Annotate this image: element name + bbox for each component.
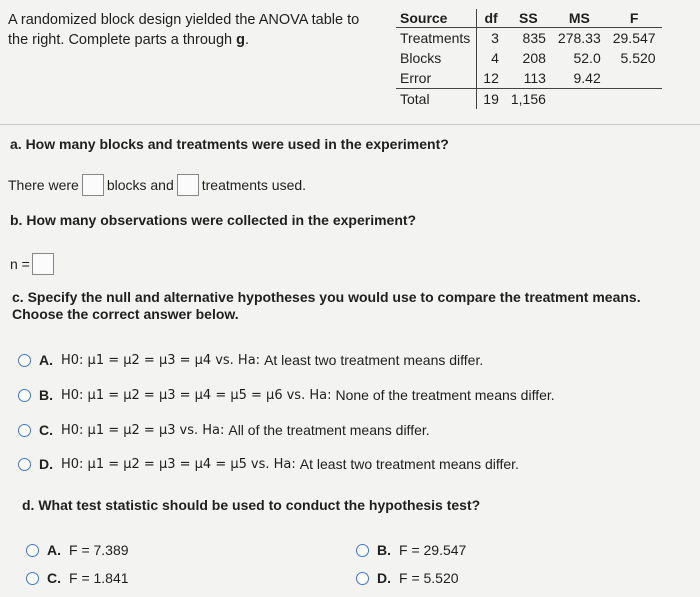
intro-end: .	[244, 32, 249, 48]
radio-button[interactable]	[18, 458, 31, 471]
anova-row-total	[396, 89, 662, 110]
vs-text: vs. Ha:	[179, 422, 225, 438]
intro-text: A randomized block design yielded the ANOVA table to the right. Complete parts a through	[8, 12, 360, 48]
header-ss: SS	[505, 9, 552, 28]
vs-text: vs. Ha:	[215, 352, 261, 368]
answer-a-suffix: treatments used.	[201, 177, 307, 193]
question-b: b. How many observations were collected in the experiment?	[10, 212, 417, 228]
null-hypothesis: H0: μ1 = μ2 = μ3 = μ4 = μ5	[61, 456, 247, 472]
question-d: d. What test statistic should be used to conduct the hypothesis test?	[22, 497, 481, 513]
header-ms: MS	[552, 9, 607, 28]
alt-hypothesis: None of the treatment means differ.	[335, 387, 555, 403]
cell-source: Treatments	[396, 28, 477, 49]
header-df: df	[477, 9, 505, 28]
radio-button[interactable]	[26, 572, 39, 585]
cell-f	[607, 68, 662, 89]
section-divider	[0, 124, 700, 125]
null-hypothesis: H0: μ1 = μ2 = μ3 = μ4 = μ5 = μ6	[61, 387, 283, 403]
answer-a-prefix: There were	[8, 177, 79, 193]
n-label: n =	[10, 256, 30, 272]
n-input[interactable]	[32, 253, 54, 275]
cell-f: 5.520	[620, 50, 656, 66]
answer-a-line	[8, 174, 306, 196]
treatments-input[interactable]	[177, 174, 199, 196]
anova-row	[396, 28, 662, 49]
vs-text: vs. Ha:	[286, 387, 332, 403]
cell-ss: 835	[522, 30, 546, 46]
cell-ms: 52.0	[573, 50, 601, 66]
intro-bold-letter: g	[236, 32, 245, 48]
option-letter: C.	[39, 422, 53, 438]
cell-source: Total	[396, 89, 477, 110]
option-value: F = 7.389	[69, 542, 129, 558]
anova-header-row	[396, 9, 662, 28]
anova-row	[396, 68, 662, 89]
option-value: F = 1.841	[69, 570, 129, 586]
radio-button[interactable]	[18, 424, 31, 437]
radio-button[interactable]	[18, 389, 31, 402]
header-f: F	[607, 9, 662, 28]
option-letter: D.	[39, 456, 53, 472]
cell-df: 19	[477, 89, 505, 110]
cell-ms: 9.42	[573, 70, 601, 86]
question-c: c. Specify the null and alternative hypotheses you would use to compare the treatment means. Choose the correct answer below.	[12, 289, 641, 322]
alt-hypothesis: At least two treatment means differ.	[299, 456, 519, 472]
cell-f: 29.547	[612, 30, 656, 46]
option-letter: D.	[377, 570, 391, 586]
cell-ms	[552, 89, 607, 110]
option-letter: A.	[47, 542, 61, 558]
radio-button[interactable]	[356, 572, 369, 585]
radio-button[interactable]	[18, 354, 31, 367]
cell-source: Blocks	[396, 48, 477, 68]
vs-text: vs. Ha:	[250, 456, 296, 472]
null-hypothesis: H0: μ1 = μ2 = μ3 = μ4	[61, 352, 212, 368]
option-d-d[interactable]	[356, 570, 459, 586]
cell-df: 12	[483, 70, 499, 86]
cell-ss: 208	[522, 50, 546, 66]
option-letter: A.	[39, 352, 53, 368]
option-d-c[interactable]	[26, 570, 129, 586]
question-a: a. How many blocks and treatments were used in the experiment?	[10, 136, 449, 152]
answer-a-middle: blocks and	[106, 177, 174, 193]
option-d-a[interactable]	[26, 542, 129, 558]
anova-row	[396, 48, 662, 68]
cell-ss: 1,156	[505, 89, 552, 110]
cell-f	[607, 89, 662, 110]
option-letter: B.	[377, 542, 391, 558]
option-d-b[interactable]	[356, 542, 466, 558]
anova-table	[396, 9, 662, 109]
option-c-a[interactable]	[18, 352, 483, 368]
answer-b-line	[10, 253, 57, 275]
radio-button[interactable]	[26, 544, 39, 557]
option-letter: B.	[39, 387, 53, 403]
radio-button[interactable]	[356, 544, 369, 557]
option-letter: C.	[47, 570, 61, 586]
cell-source: Error	[396, 68, 477, 89]
cell-ms: 278.33	[557, 30, 601, 46]
option-c-c[interactable]	[18, 422, 430, 438]
cell-df: 4	[491, 50, 499, 66]
problem-intro	[8, 10, 368, 50]
option-value: F = 5.520	[399, 570, 459, 586]
option-value: F = 29.547	[399, 542, 467, 558]
header-source: Source	[396, 9, 477, 28]
cell-ss: 113	[523, 70, 546, 86]
blocks-input[interactable]	[82, 174, 104, 196]
null-hypothesis: H0: μ1 = μ2 = μ3	[61, 422, 176, 438]
alt-hypothesis: All of the treatment means differ.	[228, 422, 430, 438]
option-c-b[interactable]	[18, 387, 555, 403]
alt-hypothesis: At least two treatment means differ.	[264, 352, 484, 368]
cell-df: 3	[491, 30, 499, 46]
option-c-d[interactable]	[18, 456, 519, 472]
